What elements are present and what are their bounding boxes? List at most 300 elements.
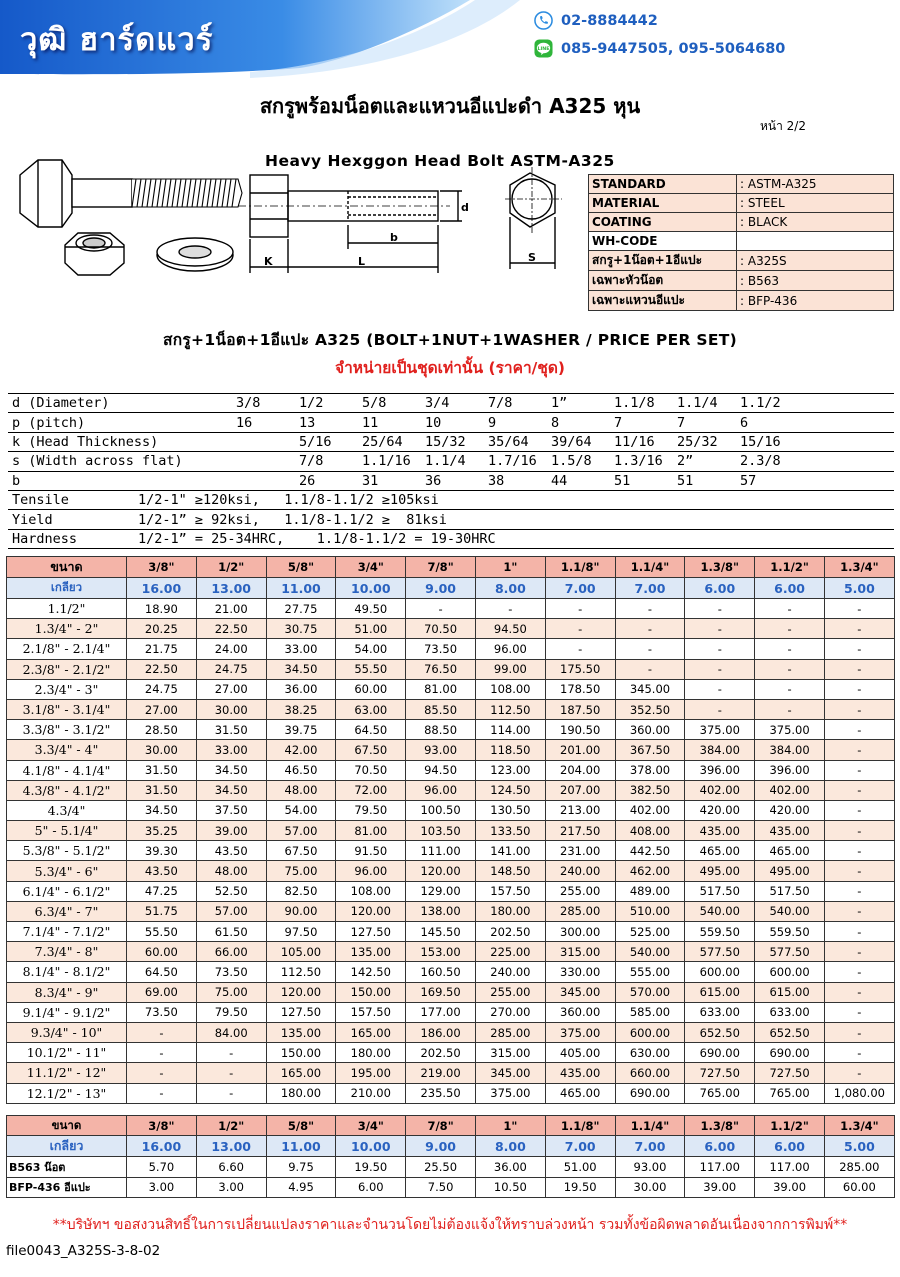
- price-cell: 231.00: [545, 841, 615, 861]
- pitch-header-cell: 8.00: [475, 578, 545, 599]
- dimension-value: 25/32: [677, 433, 718, 450]
- price-cell: 75.00: [266, 861, 336, 881]
- price-cell: 255.00: [545, 881, 615, 901]
- price-cell: 559.50: [685, 922, 755, 942]
- price-cell: -: [824, 982, 894, 1002]
- size-header-cell: 1.1/8": [545, 557, 615, 578]
- price-cell: 367.50: [615, 740, 685, 760]
- price-cell: 3.00: [196, 1177, 266, 1197]
- price-cell: 49.50: [336, 599, 406, 619]
- price-cell: 195.00: [336, 1063, 406, 1083]
- dimension-spacer: [803, 432, 894, 451]
- price-cell: 39.30: [127, 841, 197, 861]
- price-cell: 39.75: [266, 720, 336, 740]
- table-row: [7, 821, 895, 841]
- price-cell: 25.50: [406, 1157, 476, 1177]
- dimension-label: p (pitch): [12, 414, 86, 431]
- dimension-value: 8: [551, 414, 560, 431]
- price-cell: 153.00: [406, 942, 476, 962]
- price-cell: 57.00: [266, 821, 336, 841]
- length-cell: 7.1/4" - 7.1/2": [7, 922, 127, 942]
- length-cell: 4.1/8" - 4.1/4": [7, 760, 127, 780]
- price-cell: 135.00: [266, 1022, 336, 1042]
- price-cell: -: [475, 599, 545, 619]
- dimension-value: 1.1/2: [740, 395, 781, 412]
- line-contact[interactable]: [534, 39, 785, 58]
- price-cell: 51.00: [545, 1157, 615, 1177]
- pitch-header-cell: 10.00: [336, 578, 406, 599]
- price-cell: -: [824, 1002, 894, 1022]
- size-header-cell: 3/8": [127, 557, 197, 578]
- price-cell: 315.00: [475, 1043, 545, 1063]
- spec-title: Heavy Hexggon Head Bolt ASTM-A325: [265, 152, 615, 170]
- phone-contact[interactable]: [534, 11, 658, 30]
- dimension-spacer: [803, 471, 894, 490]
- price-cell: 157.50: [475, 881, 545, 901]
- price-cell: -: [406, 599, 476, 619]
- price-cell: 67.50: [336, 740, 406, 760]
- price-cell: 285.00: [824, 1157, 894, 1177]
- price-cell: 352.50: [615, 699, 685, 719]
- price-cell: 33.00: [196, 740, 266, 760]
- table-row: [7, 881, 895, 901]
- dimension-value: 35/64: [488, 433, 529, 450]
- price-cell: 75.00: [196, 982, 266, 1002]
- price-cell: 402.00: [615, 800, 685, 820]
- price-cell: 489.00: [615, 881, 685, 901]
- pitch-header-cell: 7.00: [615, 1136, 685, 1157]
- price-cell: 585.00: [615, 1002, 685, 1022]
- dimension-row: [8, 452, 894, 471]
- price-cell: 633.00: [685, 1002, 755, 1022]
- length-cell: 1.3/4" - 2": [7, 619, 127, 639]
- price-cell: 145.50: [406, 922, 476, 942]
- dimension-value: 1.1/4: [677, 395, 718, 412]
- price-cell: 96.00: [475, 639, 545, 659]
- price-cell: 525.00: [615, 922, 685, 942]
- table-row: [7, 1177, 895, 1197]
- price-cell: 160.50: [406, 962, 476, 982]
- price-cell: 133.50: [475, 821, 545, 841]
- size-header-cell: 3/8": [127, 1116, 197, 1136]
- price-cell: -: [824, 659, 894, 679]
- dimension-spacer: [803, 452, 894, 471]
- size-header-cell: 1.3/8": [685, 1116, 755, 1136]
- price-cell: 378.00: [615, 760, 685, 780]
- dimension-value: 7: [614, 414, 623, 431]
- price-cell: 615.00: [755, 982, 825, 1002]
- pitch-header-cell: 16.00: [127, 578, 197, 599]
- price-cell: 64.50: [127, 962, 197, 982]
- property-cell: [8, 490, 894, 509]
- price-cell: 130.50: [475, 800, 545, 820]
- price-cell: 178.50: [545, 679, 615, 699]
- price-cell: 94.50: [475, 619, 545, 639]
- size-header-cell: 5/8": [266, 1116, 336, 1136]
- dimension-value: 5/16: [299, 433, 332, 450]
- price-cell: -: [824, 861, 894, 881]
- pitch-header-cell: 6.00: [685, 1136, 755, 1157]
- price-cell: 690.00: [755, 1043, 825, 1063]
- price-cell: 20.25: [127, 619, 197, 639]
- dimension-value: 36: [425, 472, 442, 489]
- length-cell: 3.3/8" - 3.1/2": [7, 720, 127, 740]
- price-cell: -: [615, 599, 685, 619]
- price-cell: 36.00: [475, 1157, 545, 1177]
- dimension-value: 1.1/16: [362, 453, 411, 470]
- price-cell: 187.50: [545, 699, 615, 719]
- spec-value: : ASTM-A325: [737, 175, 894, 194]
- length-cell: 5" - 5.1/4": [7, 821, 127, 841]
- price-cell: 517.50: [755, 881, 825, 901]
- table-row: [7, 922, 895, 942]
- price-cell: -: [824, 800, 894, 820]
- length-cell: 12.1/2" - 13": [7, 1083, 127, 1103]
- dimension-value: 7: [677, 414, 686, 431]
- price-cell: 402.00: [685, 780, 755, 800]
- length-cell: 2.1/8" - 2.1/4": [7, 639, 127, 659]
- price-cell: 510.00: [615, 901, 685, 921]
- size-header-cell: 7/8": [406, 1116, 476, 1136]
- price-cell: -: [824, 639, 894, 659]
- price-cell: 540.00: [685, 901, 755, 921]
- dimension-value: 57: [740, 472, 757, 489]
- table-row: [7, 1043, 895, 1063]
- price-cell: 38.25: [266, 699, 336, 719]
- size-header-cell: 1/2": [196, 557, 266, 578]
- price-cell: 60.00: [127, 942, 197, 962]
- price-cell: 57.00: [196, 901, 266, 921]
- price-cell: 60.00: [336, 679, 406, 699]
- price-cell: 408.00: [615, 821, 685, 841]
- price-cell: -: [824, 720, 894, 740]
- price-cell: -: [127, 1043, 197, 1063]
- price-cell: 48.00: [266, 780, 336, 800]
- price-cell: 495.00: [755, 861, 825, 881]
- price-cell: -: [824, 1022, 894, 1042]
- length-cell: 2.3/8" - 2.1/2": [7, 659, 127, 679]
- pitch-header-cell: 9.00: [406, 578, 476, 599]
- pitch-header-cell: 7.00: [545, 578, 615, 599]
- price-table: [6, 556, 895, 1104]
- price-cell: 142.50: [336, 962, 406, 982]
- price-cell: 85.50: [406, 699, 476, 719]
- price-cell: 186.00: [406, 1022, 476, 1042]
- price-cell: 375.00: [545, 1022, 615, 1042]
- table-row: [7, 599, 895, 619]
- price-cell: 330.00: [545, 962, 615, 982]
- table-row: [7, 659, 895, 679]
- price-cell: 540.00: [755, 901, 825, 921]
- dim-label-l: L: [358, 255, 366, 268]
- price-cell: 76.50: [406, 659, 476, 679]
- price-cell: 384.00: [755, 740, 825, 760]
- price-cell: 30.75: [266, 619, 336, 639]
- price-cell: 570.00: [615, 982, 685, 1002]
- price-cell: 210.00: [336, 1083, 406, 1103]
- length-cell: 9.1/4" - 9.1/2": [7, 1002, 127, 1022]
- price-cell: 28.50: [127, 720, 197, 740]
- price-cell: 34.50: [196, 760, 266, 780]
- price-cell: 6.00: [336, 1177, 406, 1197]
- price-cell: 577.50: [685, 942, 755, 962]
- price-cell: 285.00: [475, 1022, 545, 1042]
- length-cell: 11.1/2" - 12": [7, 1063, 127, 1083]
- disclaimer: **บริษัทฯ ขอสงวนสิทธิ์ในการเปลี่ยนแปลงราคาและจำนวนโดยไม่ต้องแจ้งให้ทราบล่วงหน้า รวมทั้งข้อผิดพลาดอันเนื่องจากการพิมพ์**: [52, 1217, 848, 1233]
- price-cell: 42.00: [266, 740, 336, 760]
- price-cell: 375.00: [475, 1083, 545, 1103]
- spec-key: MATERIAL: [589, 194, 737, 213]
- price-cell: 36.00: [266, 679, 336, 699]
- price-cell: 48.00: [196, 861, 266, 881]
- price-cell: 204.00: [545, 760, 615, 780]
- dimension-value: [236, 452, 299, 471]
- dimension-value: 11/16: [614, 433, 655, 450]
- pitch-header-cell: 5.00: [824, 1136, 894, 1157]
- price-cell: 360.00: [615, 720, 685, 740]
- price-cell: 384.00: [685, 740, 755, 760]
- size-header-cell: 3/4": [336, 557, 406, 578]
- table-row: [7, 861, 895, 881]
- price-cell: 442.50: [615, 841, 685, 861]
- price-cell: 420.00: [685, 800, 755, 820]
- price-cell: 240.00: [545, 861, 615, 881]
- price-cell: -: [824, 599, 894, 619]
- price-cell: -: [824, 881, 894, 901]
- dimension-value: 11: [362, 414, 379, 431]
- spec-value: : BFP-436: [737, 291, 894, 311]
- length-cell: 10.1/2" - 11": [7, 1043, 127, 1063]
- price-cell: -: [685, 659, 755, 679]
- table-row: [7, 1083, 895, 1103]
- dimension-value: 38: [488, 472, 505, 489]
- price-cell: 114.00: [475, 720, 545, 740]
- price-cell: 127.50: [266, 1002, 336, 1022]
- price-cell: 765.00: [755, 1083, 825, 1103]
- price-cell: 219.00: [406, 1063, 476, 1083]
- dimension-value: 1.1/8: [614, 395, 655, 412]
- price-cell: 90.00: [266, 901, 336, 921]
- length-cell: 5.3/8" - 5.1/2": [7, 841, 127, 861]
- pitch-header-cell: 8.00: [475, 1136, 545, 1157]
- price-cell: 39.00: [755, 1177, 825, 1197]
- table-row: [7, 699, 895, 719]
- price-cell: -: [824, 841, 894, 861]
- price-cell: 405.00: [545, 1043, 615, 1063]
- price-cell: 157.50: [336, 1002, 406, 1022]
- spec-key: เฉพาะแหวนอีแปะ: [589, 291, 737, 311]
- price-cell: -: [824, 1063, 894, 1083]
- price-cell: 202.50: [475, 922, 545, 942]
- price-cell: 73.50: [406, 639, 476, 659]
- set-subtitle: สกรู+1น็อต+1อีแปะ A325 (BOLT+1NUT+1WASHER / PRICE PER SET): [162, 331, 738, 349]
- price-cell: -: [615, 619, 685, 639]
- price-cell: -: [196, 1083, 266, 1103]
- table-row: [7, 780, 895, 800]
- page-title: สกรูพร้อมน็อตและแหวนอีแปะดำ A325 หุน: [259, 94, 641, 118]
- length-cell: 6.1/4" - 6.1/2": [7, 881, 127, 901]
- price-cell: 190.50: [545, 720, 615, 740]
- table-row: [7, 962, 895, 982]
- size-header-cell: 1.1/4": [615, 557, 685, 578]
- size-header-label: ขนาด: [7, 1116, 127, 1136]
- property-label: Tensile: [12, 492, 69, 509]
- price-cell: 555.00: [615, 962, 685, 982]
- price-cell: 6.60: [196, 1157, 266, 1177]
- length-cell: 4.3/8" - 4.1/2": [7, 780, 127, 800]
- price-cell: 345.00: [615, 679, 685, 699]
- price-cell: -: [685, 699, 755, 719]
- price-cell: 202.50: [406, 1043, 476, 1063]
- price-cell: 81.00: [406, 679, 476, 699]
- price-cell: 225.00: [475, 942, 545, 962]
- price-cell: -: [196, 1043, 266, 1063]
- price-cell: 96.00: [336, 861, 406, 881]
- price-cell: 27.00: [127, 699, 197, 719]
- price-cell: 315.00: [545, 942, 615, 962]
- price-cell: -: [685, 679, 755, 699]
- price-cell: 690.00: [685, 1043, 755, 1063]
- price-cell: 382.50: [615, 780, 685, 800]
- property-row: [8, 510, 894, 529]
- price-cell: 117.00: [685, 1157, 755, 1177]
- price-cell: 97.50: [266, 922, 336, 942]
- price-cell: 18.90: [127, 599, 197, 619]
- price-cell: 300.00: [545, 922, 615, 942]
- price-cell: 39.00: [196, 821, 266, 841]
- table-row: [7, 1157, 895, 1177]
- size-header-cell: 1": [475, 1116, 545, 1136]
- price-cell: -: [824, 901, 894, 921]
- price-cell: -: [755, 679, 825, 699]
- dimension-value: 25/64: [362, 433, 403, 450]
- spec-value: : STEEL: [737, 194, 894, 213]
- size-header-cell: 1.1/4": [615, 1116, 685, 1136]
- price-cell: 51.00: [336, 619, 406, 639]
- price-cell: 64.50: [336, 720, 406, 740]
- price-cell: 690.00: [615, 1083, 685, 1103]
- price-cell: 135.00: [336, 942, 406, 962]
- pitch-header-cell: 5.00: [824, 578, 894, 599]
- price-cell: 66.00: [196, 942, 266, 962]
- price-cell: 577.50: [755, 942, 825, 962]
- price-cell: 31.50: [196, 720, 266, 740]
- bolt-3d-icon: [20, 160, 242, 227]
- price-cell: 345.00: [475, 1063, 545, 1083]
- price-cell: -: [127, 1022, 197, 1042]
- price-cell: 9.75: [266, 1157, 336, 1177]
- pitch-header-cell: 10.00: [336, 1136, 406, 1157]
- price-cell: 82.50: [266, 881, 336, 901]
- price-cell: 19.50: [545, 1177, 615, 1197]
- length-cell: 4.3/4": [7, 800, 127, 820]
- price-cell: 31.50: [127, 780, 197, 800]
- table-row: [7, 740, 895, 760]
- price-cell: 34.50: [266, 659, 336, 679]
- price-cell: -: [824, 821, 894, 841]
- pitch-header-cell: 6.00: [755, 578, 825, 599]
- property-cell: [8, 529, 894, 548]
- size-header-cell: 7/8": [406, 557, 476, 578]
- price-cell: 93.00: [406, 740, 476, 760]
- table-row: [7, 1002, 895, 1022]
- dimension-value: 1.3/16: [614, 453, 663, 470]
- price-cell: 63.00: [336, 699, 406, 719]
- price-cell: 201.00: [545, 740, 615, 760]
- dimension-value: 26: [299, 472, 316, 489]
- price-cell: 67.50: [266, 841, 336, 861]
- price-cell: 180.00: [336, 1043, 406, 1063]
- price-cell: 120.00: [406, 861, 476, 881]
- table-row: [7, 639, 895, 659]
- price-cell: 19.50: [336, 1157, 406, 1177]
- dimension-value: 9: [488, 414, 497, 431]
- price-cell: 7.50: [406, 1177, 476, 1197]
- dimension-value: 1/2: [299, 395, 324, 412]
- dim-label-s: S: [528, 251, 536, 264]
- price-cell: -: [824, 679, 894, 699]
- price-cell: 255.00: [475, 982, 545, 1002]
- price-cell: 39.00: [685, 1177, 755, 1197]
- price-cell: -: [127, 1083, 197, 1103]
- price-cell: 169.50: [406, 982, 476, 1002]
- dimension-value: 1.1/4: [425, 453, 466, 470]
- price-cell: 105.00: [266, 942, 336, 962]
- pitch-header-cell: 13.00: [196, 1136, 266, 1157]
- price-cell: 465.00: [755, 841, 825, 861]
- dimension-value: 1”: [551, 395, 568, 412]
- price-cell: 54.00: [336, 639, 406, 659]
- price-cell: -: [545, 619, 615, 639]
- price-cell: 55.50: [336, 659, 406, 679]
- price-cell: 517.50: [685, 881, 755, 901]
- price-cell: 165.00: [336, 1022, 406, 1042]
- price-cell: 652.50: [685, 1022, 755, 1042]
- spec-key: เฉพาะหัวน๊อต: [589, 271, 737, 291]
- size-header-cell: 5/8": [266, 557, 336, 578]
- price-cell: 5.70: [127, 1157, 197, 1177]
- pitch-header-cell: 11.00: [266, 1136, 336, 1157]
- price-cell: 148.50: [475, 861, 545, 881]
- pitch-header-cell: 11.00: [266, 578, 336, 599]
- price-cell: -: [824, 922, 894, 942]
- dimension-row: [8, 394, 894, 413]
- table-row: [7, 800, 895, 820]
- price-cell: 24.75: [127, 679, 197, 699]
- pitch-header-label: เกลียว: [7, 578, 127, 599]
- price-cell: 180.00: [475, 901, 545, 921]
- price-cell: 150.00: [336, 982, 406, 1002]
- dimension-value: [236, 432, 299, 451]
- table-row: [7, 1063, 895, 1083]
- price-cell: 30.00: [127, 740, 197, 760]
- price-cell: 21.00: [196, 599, 266, 619]
- length-cell: 6.3/4" - 7": [7, 901, 127, 921]
- price-cell: 727.50: [685, 1063, 755, 1083]
- price-cell: -: [824, 740, 894, 760]
- price-cell: 52.50: [196, 881, 266, 901]
- price-cell: 633.00: [755, 1002, 825, 1022]
- price-cell: 33.00: [266, 639, 336, 659]
- price-cell: 124.50: [475, 780, 545, 800]
- dimension-value: 7/8: [488, 395, 513, 412]
- price-cell: 70.50: [336, 760, 406, 780]
- spec-row: [589, 194, 894, 213]
- dimension-value: 3/8: [236, 395, 261, 412]
- price-cell: 630.00: [615, 1043, 685, 1063]
- pitch-header-row: [7, 1136, 895, 1157]
- price-cell: 99.00: [475, 659, 545, 679]
